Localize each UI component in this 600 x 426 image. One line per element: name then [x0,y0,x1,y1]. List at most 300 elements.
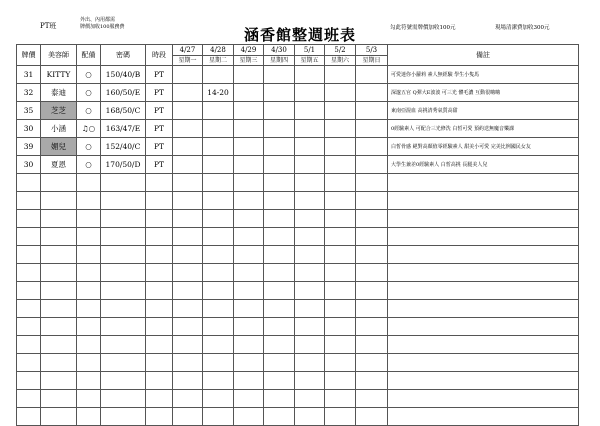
table-row [17,318,579,336]
cell-day [234,120,264,138]
cell-day [264,408,295,426]
cell-day [234,210,264,228]
day-date: 5/2 [325,45,356,56]
cell-day [295,102,325,120]
cell-day [356,300,388,318]
cell-period [146,228,173,246]
cell-plate [17,408,41,426]
cell-day [295,228,325,246]
service-fee-note-line2: 牌價加收100服務費 [80,24,125,30]
cell-plate [17,228,41,246]
cell-day [173,228,203,246]
cell-stylist [41,372,77,390]
cell-day [356,336,388,354]
cell-day [173,174,203,192]
cell-day [203,228,234,246]
cell-period: PT [146,66,173,84]
cell-day [203,390,234,408]
cell-day [325,192,356,210]
col-header-config: 配備 [77,45,101,66]
cell-day [234,282,264,300]
cell-day [325,246,356,264]
cell-plate [17,282,41,300]
cell-day: 14-20 [203,84,234,102]
cell-day [325,408,356,426]
cell-config [77,390,101,408]
cell-day [356,318,388,336]
cell-period [146,300,173,318]
day-date: 4/30 [264,45,295,56]
cell-day [356,66,388,84]
cell-config: ○ [77,156,101,174]
cell-day [234,174,264,192]
cell-plate: 39 [17,138,41,156]
cell-day [295,156,325,174]
cell-plate: 30 [17,156,41,174]
day-weekday: 星期四 [264,56,295,66]
cell-day [325,156,356,174]
cell-day [173,120,203,138]
cell-notes [388,372,579,390]
cell-day [264,264,295,282]
cell-code [101,300,146,318]
cell-config: ○ [77,84,101,102]
cell-day [234,138,264,156]
cell-day [173,354,203,372]
cell-notes: 東南亞混血 高挑清秀氣質高甜 [388,102,579,120]
cell-plate: 35 [17,102,41,120]
day-weekday: 星期三 [234,56,264,66]
table-row [17,156,579,174]
cell-stylist: 芝芝 [41,102,77,120]
cell-plate [17,354,41,372]
cell-notes [388,390,579,408]
cell-day [325,84,356,102]
cell-code [101,318,146,336]
cell-day [234,336,264,354]
col-header-period: 時段 [146,45,173,66]
cell-day [234,372,264,390]
cell-day [325,282,356,300]
cell-day [234,354,264,372]
cell-config [77,192,101,210]
cell-day [173,282,203,300]
cell-notes [388,210,579,228]
cell-day [173,318,203,336]
cell-day [356,282,388,300]
cell-day [264,300,295,318]
cell-period: PT [146,156,173,174]
cell-period [146,408,173,426]
col-header-notes: 備註 [388,45,579,66]
cell-stylist [41,174,77,192]
cell-code: 163/47/E [101,120,146,138]
cell-day [234,192,264,210]
cell-code [101,282,146,300]
cell-day [325,300,356,318]
cell-period [146,192,173,210]
cell-config [77,282,101,300]
table-row [17,120,579,138]
cell-day [234,300,264,318]
cell-day [173,246,203,264]
cell-day [203,318,234,336]
surcharge-note: 勾此符號需牌價加收100元 [390,25,456,31]
cell-config [77,300,101,318]
table-row [17,246,579,264]
cell-day [264,372,295,390]
cell-code [101,408,146,426]
cell-stylist [41,408,77,426]
cell-day [173,264,203,282]
cell-code [101,210,146,228]
cell-config: ○ [77,102,101,120]
cell-day [356,246,388,264]
cell-day [264,210,295,228]
cell-config [77,210,101,228]
shift-label: PT班 [40,22,57,30]
table-row [17,408,579,426]
cell-notes [388,282,579,300]
cell-day [356,264,388,282]
cell-notes [388,228,579,246]
cell-day [264,102,295,120]
cell-config [77,354,101,372]
cell-config [77,264,101,282]
cell-day [325,174,356,192]
cell-plate [17,300,41,318]
cell-period: PT [146,84,173,102]
cell-day [325,318,356,336]
cell-day [173,408,203,426]
cell-day [356,372,388,390]
cell-stylist: KITTY [41,66,77,84]
table-row [17,84,579,102]
cell-stylist [41,354,77,372]
cell-day [203,408,234,426]
cell-config [77,318,101,336]
cell-code [101,174,146,192]
table-row [17,390,579,408]
table-row [17,66,579,84]
cell-plate [17,246,41,264]
cell-day [173,156,203,174]
schedule-body [17,66,579,426]
cell-notes: 白皙骨感 絕對高顏值零經驗素人 甜美小可愛 完美比例國民女友 [388,138,579,156]
cell-day [234,102,264,120]
cell-day [173,84,203,102]
cell-day [203,138,234,156]
cell-day [173,192,203,210]
cell-config: ♫○ [77,120,101,138]
cell-day [295,192,325,210]
cell-day [203,354,234,372]
cell-code: 152/40/C [101,138,146,156]
table-row [17,192,579,210]
cell-day [325,264,356,282]
cell-day [234,156,264,174]
cell-day [356,390,388,408]
cell-day [295,174,325,192]
cell-day [234,66,264,84]
cell-stylist: 小涵 [41,120,77,138]
cell-config [77,336,101,354]
cell-day [203,210,234,228]
col-header-code: 密碼 [101,45,146,66]
cell-plate [17,318,41,336]
cell-config: ○ [77,66,101,84]
cell-day [356,84,388,102]
cell-day [325,390,356,408]
cell-day [356,102,388,120]
cell-day [295,372,325,390]
cell-notes [388,264,579,282]
service-fee-note-line1: 外出、內用都需 [80,17,116,23]
cell-day [295,318,325,336]
cell-day [264,318,295,336]
cell-day [203,102,234,120]
cell-code [101,192,146,210]
cleaning-fee-note: 現場清潔費加收300元 [495,25,550,31]
cell-day [173,210,203,228]
cell-notes [388,174,579,192]
cell-code [101,390,146,408]
cell-day [264,336,295,354]
cell-day [173,102,203,120]
cell-stylist [41,210,77,228]
cell-day [295,282,325,300]
cell-notes: 深邃五官 Q彈大E波波 可三光 體毛濃 互動很嗨嗨 [388,84,579,102]
cell-period: PT [146,120,173,138]
cell-config [77,408,101,426]
cell-day [295,66,325,84]
cell-stylist [41,300,77,318]
cell-day [295,390,325,408]
cell-day [264,174,295,192]
cell-day [264,246,295,264]
cell-day [325,372,356,390]
table-row [17,282,579,300]
cell-day [325,138,356,156]
day-weekday: 星期六 [325,56,356,66]
cell-period [146,246,173,264]
cell-day [234,228,264,246]
cell-stylist [41,246,77,264]
cell-period: PT [146,102,173,120]
cell-day [234,390,264,408]
table-row [17,300,579,318]
col-header-stylist: 美容師 [41,45,77,66]
cell-day [264,66,295,84]
day-weekday: 星期二 [203,56,234,66]
cell-day [173,336,203,354]
cell-notes [388,318,579,336]
cell-day [173,372,203,390]
cell-stylist: 夏恩 [41,156,77,174]
cell-day [325,102,356,120]
cell-day [203,336,234,354]
cell-notes [388,336,579,354]
cell-day [325,336,356,354]
cell-day [356,228,388,246]
table-row [17,354,579,372]
cell-day [173,138,203,156]
cell-day [203,192,234,210]
cell-notes [388,192,579,210]
cell-plate [17,264,41,282]
cell-day [325,210,356,228]
cell-day [295,210,325,228]
cell-plate [17,372,41,390]
cell-period [146,318,173,336]
cell-day [203,246,234,264]
cell-day [356,174,388,192]
cell-plate: 30 [17,120,41,138]
cell-notes [388,408,579,426]
cell-stylist [41,318,77,336]
cell-day [264,282,295,300]
cell-code: 150/40/B [101,66,146,84]
cell-config [77,246,101,264]
cell-period: PT [146,138,173,156]
cell-day [325,354,356,372]
cell-code: 170/50/D [101,156,146,174]
day-weekday: 星期日 [356,56,388,66]
cell-day [264,120,295,138]
cell-code: 160/50/E [101,84,146,102]
cell-plate [17,192,41,210]
cell-stylist [41,264,77,282]
cell-config [77,372,101,390]
day-weekday: 星期五 [295,56,325,66]
cell-day [173,300,203,318]
table-row [17,210,579,228]
cell-day [203,66,234,84]
cell-stylist [41,192,77,210]
cell-day [295,84,325,102]
cell-stylist [41,390,77,408]
cell-day [234,264,264,282]
table-row [17,336,579,354]
cell-day [356,354,388,372]
cell-notes [388,246,579,264]
cell-day [295,354,325,372]
cell-period [146,372,173,390]
col-header-plate: 牌價 [17,45,41,66]
cell-code [101,336,146,354]
cell-config: ○ [77,138,101,156]
cell-stylist [41,282,77,300]
table-row [17,174,579,192]
cell-notes [388,354,579,372]
cell-period [146,354,173,372]
cell-day [203,156,234,174]
cell-code [101,354,146,372]
day-date: 5/1 [295,45,325,56]
cell-day [203,300,234,318]
day-date: 5/3 [356,45,388,56]
cell-notes: 大學生兼差0經驗素人 白皙高挑 長腿美人兒 [388,156,579,174]
cell-plate [17,174,41,192]
cell-day [356,192,388,210]
cell-period [146,390,173,408]
cell-day [173,66,203,84]
cell-plate: 31 [17,66,41,84]
cell-code [101,372,146,390]
cell-day [325,228,356,246]
cell-notes [388,300,579,318]
cell-day [203,174,234,192]
cell-stylist: 泰迪 [41,84,77,102]
cell-period [146,264,173,282]
cell-stylist [41,228,77,246]
table-row [17,228,579,246]
cell-day [295,138,325,156]
cell-code [101,228,146,246]
cell-day [234,84,264,102]
cell-day [356,120,388,138]
cell-period [146,282,173,300]
day-date: 4/28 [203,45,234,56]
cell-day [203,264,234,282]
cell-period [146,210,173,228]
cell-plate [17,390,41,408]
cell-day [295,300,325,318]
cell-period [146,174,173,192]
cell-day [203,372,234,390]
cell-day [203,282,234,300]
cell-day [295,408,325,426]
schedule-table [16,44,579,426]
cell-code [101,246,146,264]
day-weekday: 星期一 [173,56,203,66]
cell-day [356,408,388,426]
cell-day [264,138,295,156]
cell-config [77,174,101,192]
cell-day [325,120,356,138]
table-row [17,264,579,282]
cell-day [356,138,388,156]
cell-day [356,210,388,228]
cell-day [325,66,356,84]
table-row [17,102,579,120]
cell-day [234,246,264,264]
cell-day [264,156,295,174]
cell-stylist [41,336,77,354]
day-date: 4/27 [173,45,203,56]
cell-plate [17,210,41,228]
cell-day [264,84,295,102]
table-row [17,138,579,156]
cell-day [295,120,325,138]
table-row [17,372,579,390]
cell-code: 168/50/C [101,102,146,120]
cell-day [295,264,325,282]
day-date: 4/29 [234,45,264,56]
cell-plate [17,336,41,354]
cell-stylist: 媚兒 [41,138,77,156]
cell-day [264,354,295,372]
page-title: 涵香館整週班表 [243,26,356,44]
cell-code [101,264,146,282]
cell-day [295,336,325,354]
cell-day [295,246,325,264]
cell-day [264,192,295,210]
cell-day [203,120,234,138]
cell-notes: 可愛迷你小蘿莉 素人無經驗 學生小隻馬 [388,66,579,84]
cell-day [173,390,203,408]
cell-period [146,336,173,354]
